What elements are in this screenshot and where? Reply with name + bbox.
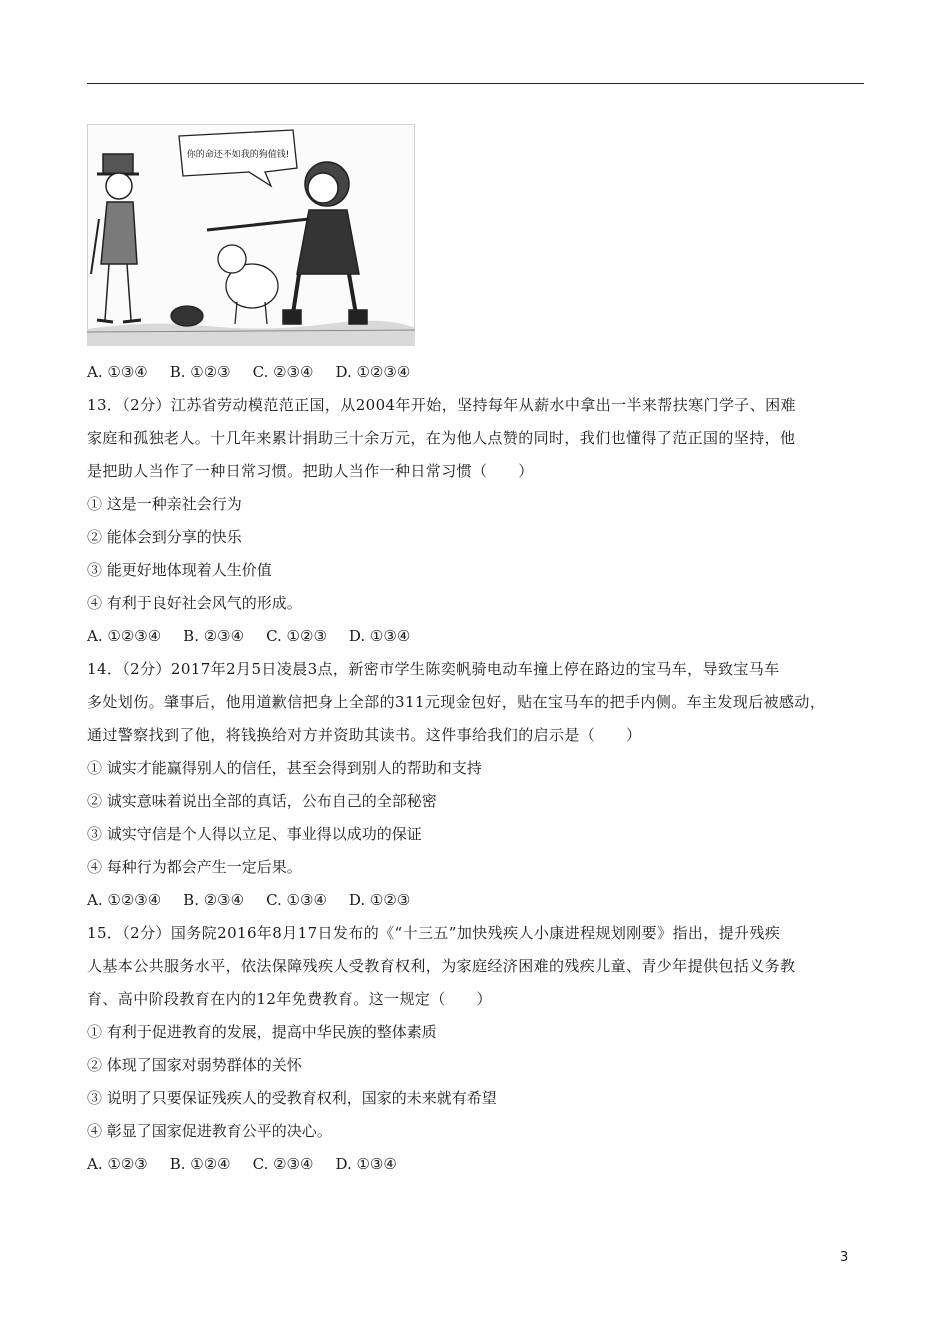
- q12-option-b[interactable]: B. ①②③: [169, 363, 231, 381]
- q12-option-d[interactable]: D. ①②③④: [335, 363, 411, 381]
- question-14: [87, 653, 877, 917]
- q15-option-b[interactable]: B. ①②④: [169, 1155, 231, 1173]
- q12-options: [87, 356, 877, 389]
- q13-stem-line: 13．（2分）江苏省劳动模范范正国，从2004年开始，坚持每年从薪水中拿出一半来帮扶寒门学子、困难: [87, 396, 796, 414]
- q13-item: ① 这是一种亲社会行为: [87, 495, 242, 513]
- cartoon-illustration: [87, 124, 415, 346]
- q15-item: ④ 彰显了国家促进教育公平的决心。: [87, 1122, 332, 1140]
- q14-option-d[interactable]: D. ①②③: [348, 891, 411, 909]
- question-content: [87, 356, 877, 1181]
- q15-option-c[interactable]: C. ②③④: [252, 1155, 314, 1173]
- q15-option-d[interactable]: D. ①③④: [335, 1155, 397, 1173]
- q12-option-c[interactable]: C. ②③④: [252, 363, 314, 381]
- q13-options: [87, 620, 877, 653]
- q14-stem-line: 14．（2分）2017年2月5日凌晨3点，新密市学生陈奕帆骑电动车撞上停在路边的宝马车，导致宝马车: [87, 660, 780, 678]
- q13-stem-line: 家庭和孤独老人。十几年来累计捐助三十余万元，在为他人点赞的同时，我们也懂得了范正国的坚持，他: [87, 429, 796, 447]
- question-15: [87, 917, 877, 1181]
- q15-item: ③ 说明了只要保证残疾人的受教育权利，国家的未来就有希望: [87, 1089, 497, 1107]
- q13-option-d[interactable]: D. ①③④: [348, 627, 411, 645]
- q13-stem-line: 是把助人当作了一种日常习惯。把助人当作一种日常习惯（ ）: [87, 462, 534, 480]
- q15-options: [87, 1148, 877, 1181]
- q14-item: ④ 每种行为都会产生一定后果。: [87, 858, 302, 876]
- q14-option-b[interactable]: B. ②③④: [183, 891, 245, 909]
- q13-option-c[interactable]: C. ①②③: [266, 627, 327, 645]
- q13-option-a[interactable]: A. ①②③④: [87, 627, 162, 645]
- q15-option-a[interactable]: A. ①②③: [87, 1155, 148, 1173]
- q14-options: [87, 884, 877, 917]
- page-number: 3: [840, 1250, 849, 1265]
- q14-stem-line: 通过警察找到了他，将钱换给对方并资助其读书。这件事给我们的启示是（ ）: [87, 726, 642, 744]
- cartoon-speech: 你的命还不如我的狗值钱!: [186, 150, 290, 160]
- q14-option-a[interactable]: A. ①②③④: [87, 891, 162, 909]
- q15-stem-line: 育、高中阶段教育在内的12年免费教育。这一规定（ ）: [87, 990, 492, 1008]
- q14-option-c[interactable]: C. ①③④: [266, 891, 327, 909]
- q15-item: ② 体现了国家对弱势群体的关怀: [87, 1056, 302, 1074]
- q14-stem-line: 多处划伤。肇事后，他用道歉信把身上全部的311元现金包好，贴在宝马车的把手内侧。车主发现后被感动，: [87, 693, 826, 711]
- q13-item: ② 能体会到分享的快乐: [87, 528, 242, 546]
- question-13: [87, 389, 877, 653]
- q12-option-a[interactable]: A. ①③④: [87, 363, 148, 381]
- q15-item: ① 有利于促进教育的发展，提高中华民族的整体素质: [87, 1023, 437, 1041]
- q13-item: ③ 能更好地体现着人生价值: [87, 561, 272, 579]
- cartoon-drawing: [87, 124, 415, 346]
- q15-stem-line: 15．（2分）国务院2016年8月17日发布的《“十三五”加快残疾人小康进程规划刚要》指出，提升残疾: [87, 924, 781, 942]
- q13-option-b[interactable]: B. ②③④: [183, 627, 245, 645]
- q14-item: ③ 诚实守信是个人得以立足、事业得以成功的保证: [87, 825, 422, 843]
- q15-stem-line: 人基本公共服务水平，依法保障残疾人受教育权利，为家庭经济困难的残疾儿童、青少年提供包括义务教: [87, 957, 796, 975]
- q14-item: ① 诚实才能赢得别人的信任，甚至会得到别人的帮助和支持: [87, 759, 482, 777]
- q13-item: ④ 有利于良好社会风气的形成。: [87, 594, 302, 612]
- q14-item: ② 诚实意味着说出全部的真话，公布自己的全部秘密: [87, 792, 437, 810]
- header-rule: [87, 83, 864, 84]
